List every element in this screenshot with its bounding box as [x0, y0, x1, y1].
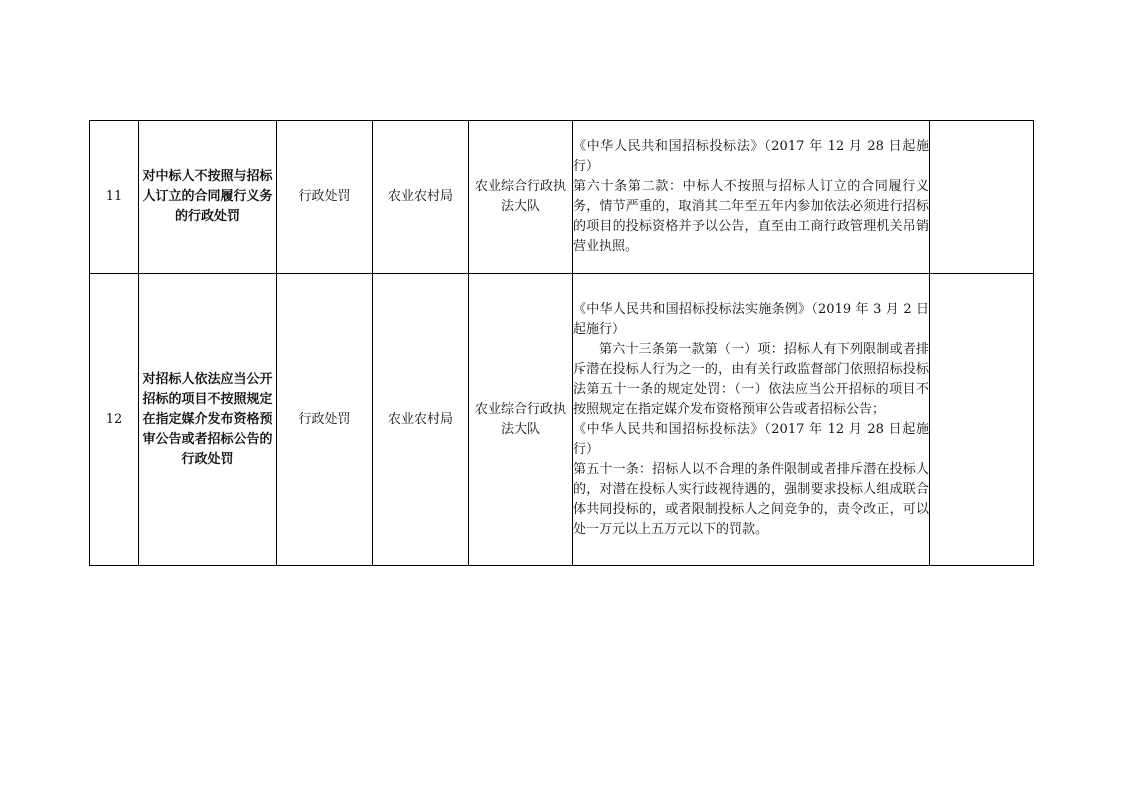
basis-paragraph: 第六十三条第一款第（一）项：招标人有下列限制或者排斥潜在投标人行为之一的，由有关行政监督部门依照招标投标法第五十一条的规定处罚：（一）依法应当公开招标的项目不按照规定在指定媒介发布资格预审公告或者招标公告；: [573, 341, 929, 417]
basis-paragraph: 《中华人民共和国招标投标法实施条例》（2019 年 3 月 2 日起施行）: [573, 301, 929, 337]
basis-paragraph: 第五十一条：招标人以不合理的条件限制或者排斥潜在投标人的，对潜在投标人实行歧视待遇的，强制要求投标人组成联合体共同投标的，或者限制投标人之间竞争的，责令改正，可以处一万元以上五万元以下的罚款。: [573, 461, 929, 537]
penalty-type: 行政处罚: [277, 121, 373, 274]
table-row: [90, 121, 1034, 274]
remark: [930, 274, 1034, 566]
row-number: 12: [90, 274, 139, 566]
table-row: [90, 274, 1034, 566]
department: 农业农村局: [373, 274, 469, 566]
executing-agency: 农业综合行政执法大队: [469, 121, 573, 274]
basis-paragraph: 《中华人民共和国招标投标法》（2017 年 12 月 28 日起施行）: [573, 139, 929, 174]
remark: [930, 121, 1034, 274]
basis-paragraph: 《中华人民共和国招标投标法》（2017 年 12 月 28 日起施行）: [573, 421, 929, 457]
legal-basis: [573, 274, 930, 566]
item-name: 对招标人依法应当公开招标的项目不按照规定在指定媒介发布资格预审公告或者招标公告的行政处罚: [139, 274, 277, 566]
penalty-type: 行政处罚: [277, 274, 373, 566]
row-number: 11: [90, 121, 139, 274]
legal-basis: [573, 121, 930, 274]
basis-paragraph: 第六十条第二款：中标人不按照与招标人订立的合同履行义务，情节严重的，取消其二年至五年内参加依法必须进行招标的项目的投标资格并予以公告，直至由工商行政管理机关吊销营业执照。: [573, 179, 929, 254]
regulation-table: [89, 120, 1034, 566]
department: 农业农村局: [373, 121, 469, 274]
executing-agency: 农业综合行政执法大队: [469, 274, 573, 566]
item-name: 对中标人不按照与招标人订立的合同履行义务的行政处罚: [139, 121, 277, 274]
